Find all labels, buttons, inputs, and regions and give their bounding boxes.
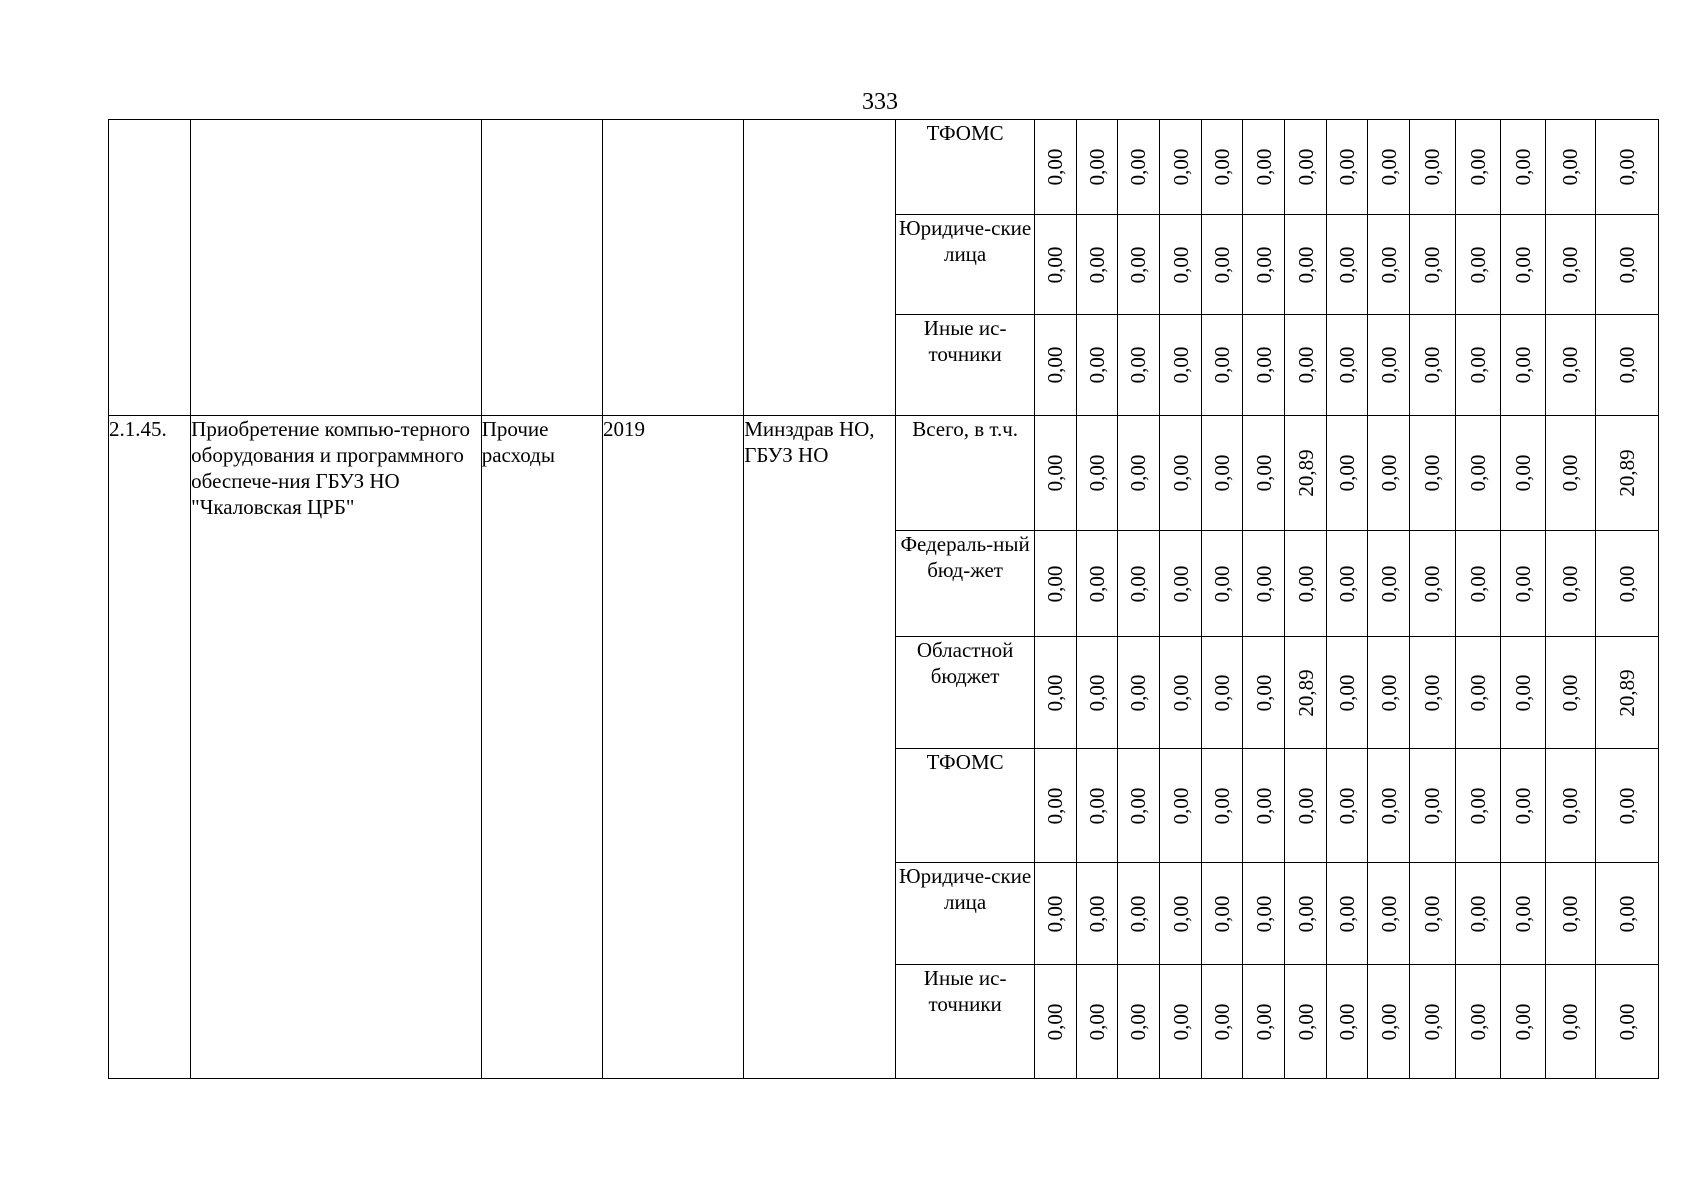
- value-cell: [1545, 215, 1595, 315]
- value-cell: [1545, 965, 1595, 1079]
- value-text: 0,00: [1510, 674, 1535, 711]
- value-cell: [1285, 416, 1327, 531]
- value-text: 0,00: [1043, 246, 1068, 283]
- value-text: 0,00: [1043, 787, 1068, 824]
- value-text: 0,00: [1510, 1003, 1535, 1040]
- value-text: 0,00: [1558, 346, 1583, 384]
- value-text: 0,00: [1335, 454, 1360, 492]
- funding-source-label: Областной бюджет: [896, 637, 1034, 749]
- value-text: 0,00: [1126, 1003, 1151, 1040]
- value-cell: [1159, 637, 1201, 749]
- value-text: 0,00: [1126, 895, 1151, 932]
- value-text: 0,00: [1558, 246, 1583, 283]
- value-cell: [1545, 749, 1595, 863]
- value-cell: [1410, 416, 1455, 531]
- value-cell: [1243, 749, 1285, 863]
- value-cell: [1368, 863, 1410, 965]
- value-text: 0,00: [1043, 895, 1068, 932]
- value-text: 0,00: [1251, 148, 1276, 186]
- value-text: 0,00: [1614, 895, 1639, 932]
- value-cell: [1455, 315, 1500, 416]
- value-text: 0,00: [1126, 787, 1151, 824]
- value-cell: [1500, 416, 1545, 531]
- value-text: 0,00: [1510, 148, 1535, 186]
- value-text: 0,00: [1510, 246, 1535, 283]
- value-text: 0,00: [1465, 674, 1490, 711]
- value-cell: [1034, 863, 1076, 965]
- value-text: 0,00: [1084, 565, 1109, 602]
- value-text: 0,00: [1465, 565, 1490, 602]
- value-text: 0,00: [1465, 1003, 1490, 1040]
- value-text: 0,00: [1335, 565, 1360, 602]
- value-text: 0,00: [1614, 148, 1639, 186]
- value-cell: [1500, 531, 1545, 637]
- value-cell: [1455, 531, 1500, 637]
- value-cell: [1076, 863, 1117, 965]
- value-cell: [1545, 637, 1595, 749]
- value-text: 0,00: [1376, 246, 1401, 283]
- value-cell: [1159, 416, 1201, 531]
- value-cell: [1034, 637, 1076, 749]
- value-cell: [1117, 215, 1159, 315]
- value-text: 0,00: [1210, 1003, 1235, 1040]
- value-text: 0,00: [1168, 148, 1193, 186]
- value-cell: [1159, 215, 1201, 315]
- value-text: 0,00: [1335, 895, 1360, 932]
- value-cell: [1285, 965, 1327, 1079]
- value-text: 0,00: [1558, 787, 1583, 824]
- value-cell: [1159, 531, 1201, 637]
- value-cell: [1500, 120, 1545, 215]
- value-cell: [1076, 215, 1117, 315]
- value-cell: [1034, 215, 1076, 315]
- value-text: 0,00: [1465, 787, 1490, 824]
- value-text: 0,00: [1293, 148, 1318, 186]
- value-text: 0,00: [1210, 148, 1235, 186]
- value-cell: [1500, 965, 1545, 1079]
- value-text: 0,00: [1614, 565, 1639, 602]
- value-text: 0,00: [1465, 346, 1490, 384]
- value-cell: [1034, 531, 1076, 637]
- value-cell: [1285, 531, 1327, 637]
- value-cell: [1455, 965, 1500, 1079]
- value-cell: [1034, 749, 1076, 863]
- value-text: 0,00: [1251, 454, 1276, 492]
- value-cell: [1327, 120, 1368, 215]
- value-cell: [1285, 863, 1327, 965]
- value-cell: [1159, 315, 1201, 416]
- value-text: 0,00: [1335, 1003, 1360, 1040]
- value-text: 0,00: [1043, 674, 1068, 711]
- value-cell: [1455, 215, 1500, 315]
- value-cell: [1327, 637, 1368, 749]
- value-cell: [1368, 749, 1410, 863]
- value-text: 0,00: [1168, 1003, 1193, 1040]
- item-number: 2.1.45.: [109, 416, 191, 1079]
- value-text: 0,00: [1084, 895, 1109, 932]
- value-text: 0,00: [1168, 787, 1193, 824]
- value-text: 0,00: [1210, 246, 1235, 283]
- value-cell: [1368, 120, 1410, 215]
- value-cell: [1595, 749, 1658, 863]
- value-cell: [1076, 531, 1117, 637]
- value-text: 0,00: [1168, 674, 1193, 711]
- value-text: 0,00: [1558, 674, 1583, 711]
- funding-source-label: Юридиче-ские лица: [896, 863, 1034, 965]
- value-cell: [1202, 416, 1243, 531]
- empty-expense-type-cell: [481, 120, 602, 416]
- value-cell: [1327, 315, 1368, 416]
- value-text: 0,00: [1126, 246, 1151, 283]
- value-cell: [1117, 965, 1159, 1079]
- value-cell: [1034, 315, 1076, 416]
- value-cell: [1545, 531, 1595, 637]
- value-text: 20,89: [1614, 668, 1639, 717]
- value-cell: [1500, 749, 1545, 863]
- value-cell: [1034, 120, 1076, 215]
- value-cell: [1076, 965, 1117, 1079]
- value-cell: [1159, 749, 1201, 863]
- value-cell: [1202, 120, 1243, 215]
- value-cell: [1327, 531, 1368, 637]
- item-executor: Минздрав НО, ГБУЗ НО: [744, 416, 896, 1079]
- value-text: 0,00: [1293, 565, 1318, 602]
- value-cell: [1202, 863, 1243, 965]
- value-text: 0,00: [1376, 895, 1401, 932]
- value-text: 0,00: [1420, 148, 1445, 186]
- value-cell: [1117, 120, 1159, 215]
- value-cell: [1117, 637, 1159, 749]
- value-cell: [1545, 120, 1595, 215]
- empty-executor-cell: [744, 120, 896, 416]
- value-text: 0,00: [1293, 346, 1318, 384]
- value-text: 0,00: [1420, 1003, 1445, 1040]
- value-text: 0,00: [1510, 565, 1535, 602]
- value-text: 0,00: [1126, 674, 1151, 711]
- value-cell: [1500, 315, 1545, 416]
- value-cell: [1595, 120, 1658, 215]
- value-text: 0,00: [1126, 148, 1151, 186]
- value-cell: [1243, 416, 1285, 531]
- value-text: 0,00: [1168, 565, 1193, 602]
- value-text: 0,00: [1210, 346, 1235, 384]
- item-expense-type: Прочие расходы: [481, 416, 602, 1079]
- value-cell: [1327, 965, 1368, 1079]
- table-row: [109, 416, 1659, 531]
- value-text: 0,00: [1210, 674, 1235, 711]
- value-cell: [1455, 416, 1500, 531]
- value-cell: [1285, 120, 1327, 215]
- value-cell: [1285, 215, 1327, 315]
- value-text: 0,00: [1251, 895, 1276, 932]
- value-text: 0,00: [1084, 1003, 1109, 1040]
- item-name: Приобретение компью-терного оборудования и программного обеспече-ния ГБУЗ НО "Чкаловская ЦРБ": [191, 416, 482, 1079]
- funding-source-label: ТФОМС: [896, 749, 1034, 863]
- value-text: 0,00: [1293, 895, 1318, 932]
- value-text: 0,00: [1465, 895, 1490, 932]
- value-cell: [1368, 315, 1410, 416]
- value-text: 0,00: [1126, 565, 1151, 602]
- value-text: 0,00: [1043, 1003, 1068, 1040]
- value-cell: [1545, 863, 1595, 965]
- value-cell: [1117, 863, 1159, 965]
- value-text: 0,00: [1614, 346, 1639, 384]
- value-cell: [1285, 315, 1327, 416]
- value-cell: [1368, 531, 1410, 637]
- funding-source-label: ТФОМС: [896, 120, 1034, 215]
- value-cell: [1500, 215, 1545, 315]
- value-cell: [1455, 637, 1500, 749]
- value-text: 0,00: [1043, 148, 1068, 186]
- value-text: 0,00: [1335, 787, 1360, 824]
- value-text: 0,00: [1558, 895, 1583, 932]
- value-text: 0,00: [1420, 246, 1445, 283]
- value-cell: [1076, 315, 1117, 416]
- funding-source-label: Иные ис-точники: [896, 315, 1034, 416]
- value-cell: [1202, 637, 1243, 749]
- value-cell: [1034, 416, 1076, 531]
- value-cell: [1410, 637, 1455, 749]
- value-text: 0,00: [1376, 565, 1401, 602]
- value-cell: [1455, 120, 1500, 215]
- value-text: 0,00: [1376, 148, 1401, 186]
- value-text: 0,00: [1335, 246, 1360, 283]
- value-cell: [1034, 965, 1076, 1079]
- value-text: 0,00: [1168, 895, 1193, 932]
- value-text: 0,00: [1465, 246, 1490, 283]
- value-text: 0,00: [1510, 787, 1535, 824]
- funding-source-label: Юридиче-ские лица: [896, 215, 1034, 315]
- value-text: 0,00: [1084, 346, 1109, 384]
- value-cell: [1076, 749, 1117, 863]
- value-cell: [1500, 637, 1545, 749]
- value-text: 0,00: [1043, 565, 1068, 602]
- value-text: 0,00: [1558, 565, 1583, 602]
- value-text: 0,00: [1420, 346, 1445, 384]
- value-text: 0,00: [1614, 246, 1639, 283]
- value-text: 0,00: [1168, 346, 1193, 384]
- value-cell: [1202, 965, 1243, 1079]
- value-cell: [1410, 215, 1455, 315]
- value-text: 0,00: [1126, 454, 1151, 492]
- value-cell: [1327, 863, 1368, 965]
- value-text: 0,00: [1335, 346, 1360, 384]
- value-text: 0,00: [1614, 1003, 1639, 1040]
- value-cell: [1368, 215, 1410, 315]
- value-cell: [1202, 315, 1243, 416]
- value-cell: [1327, 416, 1368, 531]
- value-cell: [1202, 215, 1243, 315]
- value-cell: [1327, 749, 1368, 863]
- item-year: 2019: [602, 416, 743, 1079]
- value-text: 0,00: [1420, 565, 1445, 602]
- value-text: 20,89: [1614, 449, 1639, 497]
- value-cell: [1368, 637, 1410, 749]
- value-text: 0,00: [1376, 674, 1401, 711]
- value-cell: [1076, 416, 1117, 531]
- value-text: 0,00: [1293, 246, 1318, 283]
- value-cell: [1202, 531, 1243, 637]
- value-text: 0,00: [1510, 895, 1535, 932]
- page-number: 333: [862, 89, 898, 115]
- value-text: 0,00: [1084, 787, 1109, 824]
- value-cell: [1243, 863, 1285, 965]
- value-text: 0,00: [1420, 895, 1445, 932]
- value-cell: [1595, 965, 1658, 1079]
- value-cell: [1243, 965, 1285, 1079]
- value-cell: [1243, 531, 1285, 637]
- value-cell: [1368, 416, 1410, 531]
- table-row: [109, 120, 1659, 215]
- value-text: 0,00: [1335, 148, 1360, 186]
- value-text: 0,00: [1558, 1003, 1583, 1040]
- value-cell: [1500, 863, 1545, 965]
- value-cell: [1410, 315, 1455, 416]
- value-cell: [1117, 531, 1159, 637]
- value-cell: [1410, 965, 1455, 1079]
- value-text: 0,00: [1614, 787, 1639, 824]
- value-text: 0,00: [1465, 454, 1490, 492]
- value-cell: [1117, 315, 1159, 416]
- value-cell: [1410, 749, 1455, 863]
- value-text: 0,00: [1376, 346, 1401, 384]
- value-cell: [1410, 863, 1455, 965]
- value-cell: [1243, 215, 1285, 315]
- value-text: 0,00: [1376, 454, 1401, 492]
- value-text: 0,00: [1420, 454, 1445, 492]
- funding-source-label: Всего, в т.ч.: [896, 416, 1034, 531]
- funding-source-label: Федераль-ный бюд-жет: [896, 531, 1034, 637]
- value-cell: [1117, 749, 1159, 863]
- value-cell: [1595, 863, 1658, 965]
- value-text: 0,00: [1293, 1003, 1318, 1040]
- value-text: 0,00: [1210, 565, 1235, 602]
- value-cell: [1159, 863, 1201, 965]
- value-cell: [1117, 416, 1159, 531]
- value-text: 0,00: [1251, 346, 1276, 384]
- value-text: 0,00: [1376, 1003, 1401, 1040]
- value-text: 0,00: [1510, 454, 1535, 492]
- funding-source-label: Иные ис-точники: [896, 965, 1034, 1079]
- value-cell: [1368, 965, 1410, 1079]
- value-cell: [1076, 120, 1117, 215]
- value-text: 0,00: [1335, 674, 1360, 711]
- value-text: 0,00: [1510, 346, 1535, 384]
- value-text: 0,00: [1251, 787, 1276, 824]
- value-cell: [1595, 416, 1658, 531]
- empty-number-cell: [109, 120, 191, 416]
- value-cell: [1243, 315, 1285, 416]
- value-text: 0,00: [1465, 148, 1490, 186]
- value-text: 0,00: [1084, 454, 1109, 492]
- value-cell: [1545, 315, 1595, 416]
- value-cell: [1243, 637, 1285, 749]
- value-cell: [1159, 965, 1201, 1079]
- empty-year-cell: [602, 120, 743, 416]
- value-cell: [1327, 215, 1368, 315]
- value-cell: [1202, 749, 1243, 863]
- value-text: 0,00: [1168, 454, 1193, 492]
- value-text: 0,00: [1420, 787, 1445, 824]
- value-text: 0,00: [1293, 787, 1318, 824]
- value-cell: [1595, 531, 1658, 637]
- value-cell: [1595, 315, 1658, 416]
- value-cell: [1595, 215, 1658, 315]
- value-text: 0,00: [1126, 346, 1151, 384]
- value-cell: [1285, 637, 1327, 749]
- value-text: 0,00: [1043, 346, 1068, 384]
- value-cell: [1595, 637, 1658, 749]
- value-text: 0,00: [1251, 246, 1276, 283]
- value-text: 0,00: [1251, 1003, 1276, 1040]
- value-cell: [1545, 416, 1595, 531]
- value-text: 0,00: [1043, 454, 1068, 492]
- value-cell: [1285, 749, 1327, 863]
- value-cell: [1455, 863, 1500, 965]
- value-cell: [1410, 531, 1455, 637]
- value-text: 0,00: [1084, 674, 1109, 711]
- value-text: 0,00: [1251, 674, 1276, 711]
- value-text: 0,00: [1084, 148, 1109, 186]
- value-text: 0,00: [1210, 895, 1235, 932]
- value-text: 0,00: [1210, 454, 1235, 492]
- value-text: 0,00: [1251, 565, 1276, 602]
- value-cell: [1455, 749, 1500, 863]
- value-cell: [1076, 637, 1117, 749]
- value-text: 0,00: [1558, 454, 1583, 492]
- value-text: 20,89: [1293, 449, 1318, 497]
- value-cell: [1410, 120, 1455, 215]
- value-cell: [1243, 120, 1285, 215]
- empty-name-cell: [191, 120, 482, 416]
- value-text: 0,00: [1210, 787, 1235, 824]
- value-text: 0,00: [1558, 148, 1583, 186]
- value-text: 0,00: [1420, 674, 1445, 711]
- value-text: 0,00: [1376, 787, 1401, 824]
- budget-table: [108, 119, 1659, 1079]
- value-text: 0,00: [1168, 246, 1193, 283]
- value-text: 20,89: [1293, 668, 1318, 717]
- value-text: 0,00: [1084, 246, 1109, 283]
- value-cell: [1159, 120, 1201, 215]
